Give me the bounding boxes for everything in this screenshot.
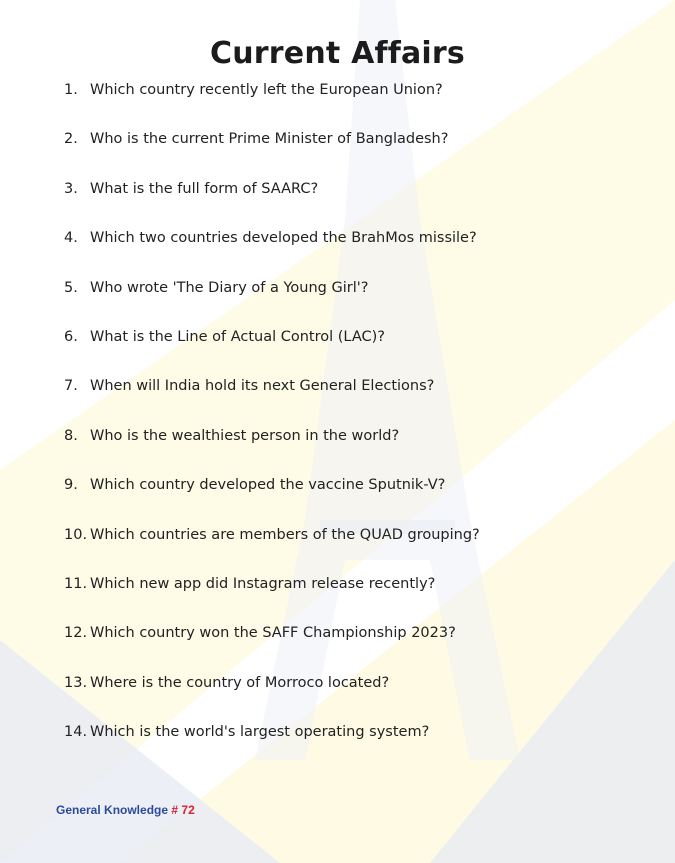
question-number: 1. (64, 82, 78, 98)
question-number: 13. (64, 674, 88, 691)
list-item (64, 178, 480, 227)
list-item (64, 721, 480, 770)
question-list (64, 79, 480, 770)
question-number: 5. (64, 279, 78, 296)
question-text: When will India hold its next General Elections? (90, 378, 435, 395)
question-text: Which is the world's largest operating system? (90, 724, 430, 741)
question-text: Which country recently left the European Union? (90, 82, 443, 98)
list-item (64, 622, 480, 671)
list-item (64, 227, 480, 276)
question-text: What is the full form of SAARC? (90, 180, 319, 197)
question-number: 9. (64, 477, 78, 494)
list-item (64, 524, 480, 573)
question-number: 4. (64, 230, 78, 247)
question-number: 3. (64, 180, 78, 197)
question-text: Who is the wealthiest person in the world? (90, 427, 400, 444)
question-number: 14. (64, 724, 88, 741)
question-text: Which two countries developed the BrahMos missile? (90, 230, 477, 247)
question-text: Which country won the SAFF Championship 2023? (90, 625, 456, 642)
list-item (64, 672, 480, 721)
question-text: Which new app did Instagram release recently? (90, 575, 436, 592)
list-item (64, 474, 480, 523)
question-number: 7. (64, 378, 78, 395)
question-number: 12. (64, 625, 88, 642)
question-text: What is the Line of Actual Control (LAC)? (90, 328, 385, 345)
question-number: 11. (64, 575, 88, 592)
list-item (64, 79, 480, 128)
question-text: Who is the current Prime Minister of Bangladesh? (90, 131, 449, 148)
list-item (64, 128, 480, 177)
question-text: Who wrote 'The Diary of a Young Girl'? (90, 279, 369, 296)
page-number: 72 (181, 803, 195, 817)
question-text: Which countries are members of the QUAD grouping? (90, 526, 480, 543)
question-number: 2. (64, 131, 78, 148)
question-number: 10. (64, 526, 88, 543)
question-number: 6. (64, 328, 78, 345)
question-text: Where is the country of Morroco located? (90, 674, 390, 691)
question-text: Which country developed the vaccine Sputnik-V? (90, 477, 446, 494)
list-item (64, 425, 480, 474)
list-item (64, 277, 480, 326)
page-title: Current Affairs (210, 36, 465, 71)
list-item (64, 375, 480, 424)
list-item (64, 326, 480, 375)
footer-hash: # (171, 803, 179, 817)
question-number: 8. (64, 427, 78, 444)
page-footer (56, 803, 195, 817)
list-item (64, 573, 480, 622)
footer-label: General Knowledge (56, 803, 169, 817)
